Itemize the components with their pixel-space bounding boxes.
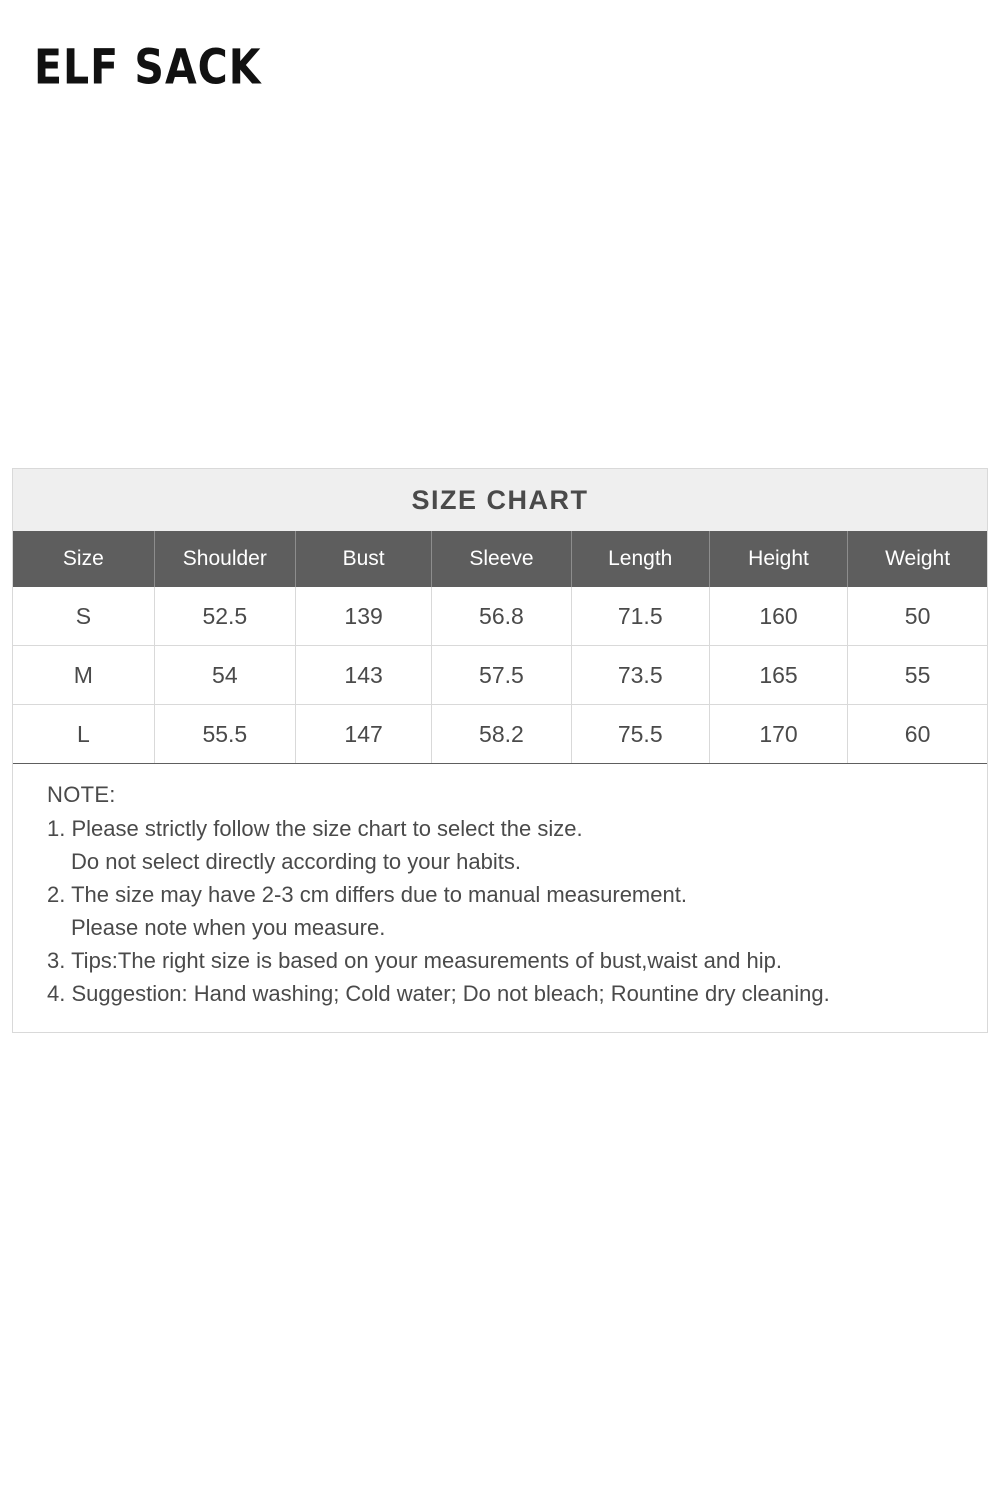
cell-shoulder: 52.5 [154,587,295,646]
cell-height: 165 [709,646,847,705]
note-line-4: 4. Suggestion: Hand washing; Cold water; Do not bleach; Rountine dry cleaning. [47,981,830,1006]
cell-size: L [13,705,154,764]
note-line-3: 3. Tips:The right size is based on your measurements of bust,waist and hip. [47,948,782,973]
cell-length: 75.5 [571,705,709,764]
column-header-sleeve: Sleeve [432,531,571,587]
column-header-height: Height [709,531,847,587]
table-row [13,587,987,646]
note-line-2: 2. The size may have 2-3 cm differs due to manual measurement. [47,882,687,907]
note-section [13,763,987,1032]
note-heading: NOTE: [47,782,116,807]
cell-weight: 55 [848,646,987,705]
note-line-1: 1. Please strictly follow the size chart to select the size. [47,816,583,841]
cell-sleeve: 58.2 [432,705,571,764]
brand-logo [34,36,264,98]
size-chart-table [13,531,987,763]
cell-sleeve: 57.5 [432,646,571,705]
cell-shoulder: 54 [154,646,295,705]
cell-bust: 139 [295,587,431,646]
cell-shoulder: 55.5 [154,705,295,764]
size-chart-panel [12,468,988,1033]
column-header-weight: Weight [848,531,987,587]
column-header-shoulder: Shoulder [154,531,295,587]
cell-bust: 147 [295,705,431,764]
cell-size: S [13,587,154,646]
size-chart-title: SIZE CHART [13,469,987,531]
column-header-length: Length [571,531,709,587]
table-row [13,646,987,705]
cell-height: 160 [709,587,847,646]
cell-sleeve: 56.8 [432,587,571,646]
cell-length: 71.5 [571,587,709,646]
table-row [13,705,987,764]
note-line-1b: Do not select directly according to your habits. [71,849,522,874]
brand-logo-text: ELF SACK [34,38,262,96]
cell-weight: 50 [848,587,987,646]
cell-size: M [13,646,154,705]
column-header-bust: Bust [295,531,431,587]
column-header-size: Size [13,531,154,587]
cell-weight: 60 [904,720,931,747]
cell-height: 170 [709,705,847,764]
cell-length: 73.5 [571,646,709,705]
note-line-2b: Please note when you measure. [71,915,386,940]
cell-bust: 143 [295,646,431,705]
table-header-row [13,531,987,587]
